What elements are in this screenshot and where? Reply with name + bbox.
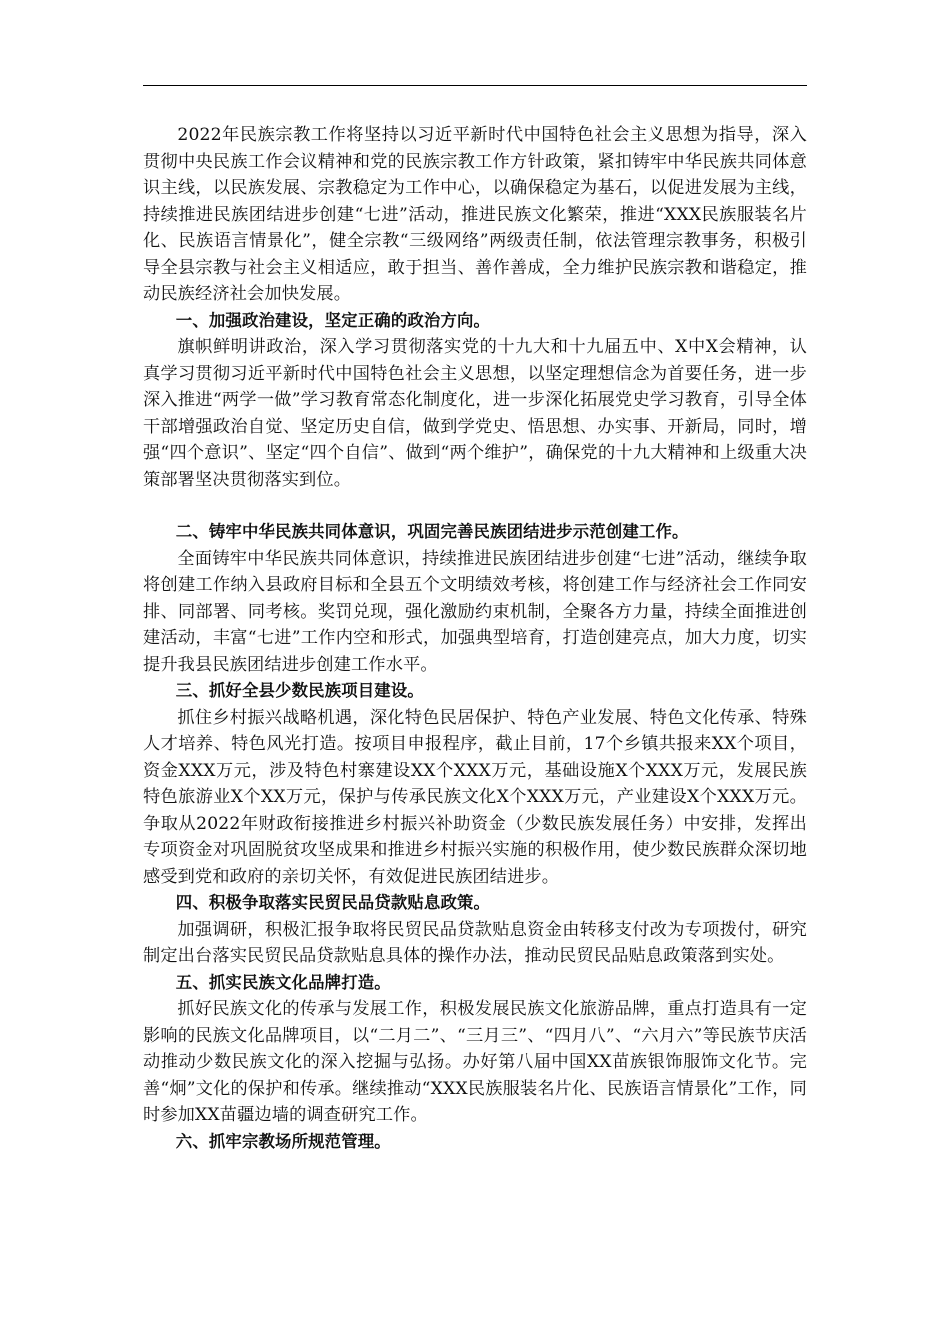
section-heading-2: 二、铸牢中华民族共同体意识，巩固完善民族团结进步示范创建工作。 (175, 522, 689, 541)
section-body-5: 抓好民族文化的传承与发展工作，积极发展民族文化旅游品牌，重点打造具有一定影响的民族文化品牌项目，以“二月二”、“三月三”、“四月八”、“六月六”等民族节庆活动推动少数民族文化的深入挖掘与弘扬。办好第八届中国XX苗族银饰服饰文化节。完善“炯”文化的保护和传承。继续推动“XXX民族服装名片化、民族语言情景化”工作，同时参加XX苗疆边墙的调查研究工作。 (143, 999, 807, 1125)
section-body-1: 旗帜鲜明讲政治，深入学习贯彻落实党的十九大和十九届五中、X中X会精神，认真学习贯彻习近平新时代中国特色社会主义思想，以坚定理想信念为首要任务，进一步深入推进“两学一做”学习教育常态化制度化，进一步深化拓展党史学习教育，引导全体干部增强政治自觉、坚定历史自信，做到学党史、悟思想、办实事、开新局，同时，增强“四个意识”、坚定“四个自信”、做到“两个维护”，确保党的十九大精神和上级重大决策部署坚决贯彻落实到位。 (143, 337, 807, 490)
document-body (143, 122, 807, 1155)
section-heading-1: 一、加强政治建设，坚定正确的政治方向。 (175, 310, 491, 330)
blank-line (143, 493, 807, 519)
section-body-2: 全面铸牢中华民族共同体意识，持续推进民族团结进步创建“七进”活动，继续争取将创建工作纳入县政府目标和全县五个文明绩效考核，将创建工作与经济社会工作同安排、同部署、同考核。奖罚兑现，强化激励约束机制，全聚各方力量，持续全面推进创建活动，丰富“七进”工作内空和形式，加强典型培育，打造创建亮点，加大力度，切实提升我县民族团结进步创建工作水平。 (143, 548, 807, 675)
section-body-4: 加强调研，积极汇报争取将民贸民品贷款贴息资金由转移支付改为专项拨付，研究制定出台落实民贸民品贷款贴息具体的操作办法，推动民贸民品贴息政策落到实处。 (143, 919, 807, 966)
section-heading-3: 三、抓好全县少数民族项目建设。 (175, 681, 424, 700)
section-body-3: 抓住乡村振兴战略机遇，深化特色民居保护、特色产业发展、特色文化传承、特殊人才培养、特色风光打造。按项目申报程序，截止目前，17个乡镇共报来XX个项目，资金XXX万元，涉及特色村寨建设XX个XXX万元，基础设施X个XXX万元，发展民族特色旅游业X个XX万元，保护与传承民族文化X个XXX万元，产业建设X个XXX万元。争取从2022年财政衔接推进乡村振兴补助资金（少数民族发展任务）中安排，发挥出专项资金对巩固脱贫攻坚成果和推进乡村振兴实施的积极作用，使少数民族群众深切地感受到党和政府的亲切关怀，有效促进民族团结进步。 (143, 707, 807, 887)
section-heading-5: 五、抓实民族文化品牌打造。 (175, 972, 391, 992)
intro-paragraph: 2022年民族宗教工作将坚持以习近平新时代中国特色社会主义思想为指导，深入贯彻中央民族工作会议精神和党的民族宗教工作方针政策，紧扣铸牢中华民族共同体意识主线，以民族发展、宗教稳定为工作中心，以确保稳定为基石，以促进发展为主线，持续推进民族团结进步创建“七进”活动，推进民族文化繁荣，推进“XXX民族服装名片化、民族语言情景化”，健全宗教“三级网络”两级责任制，依法管理宗教事务，积极引导全县宗教与社会主义相适应，敢于担当、善作善成，全力维护民族宗教和谐稳定，推动民族经济社会加快发展。 (143, 125, 807, 304)
section-heading-4: 四、积极争取落实民贸民品贷款贴息政策。 (175, 893, 491, 912)
header-rule (143, 85, 807, 86)
section-heading-6: 六、抓牢宗教场所规范管理。 (175, 1131, 391, 1151)
